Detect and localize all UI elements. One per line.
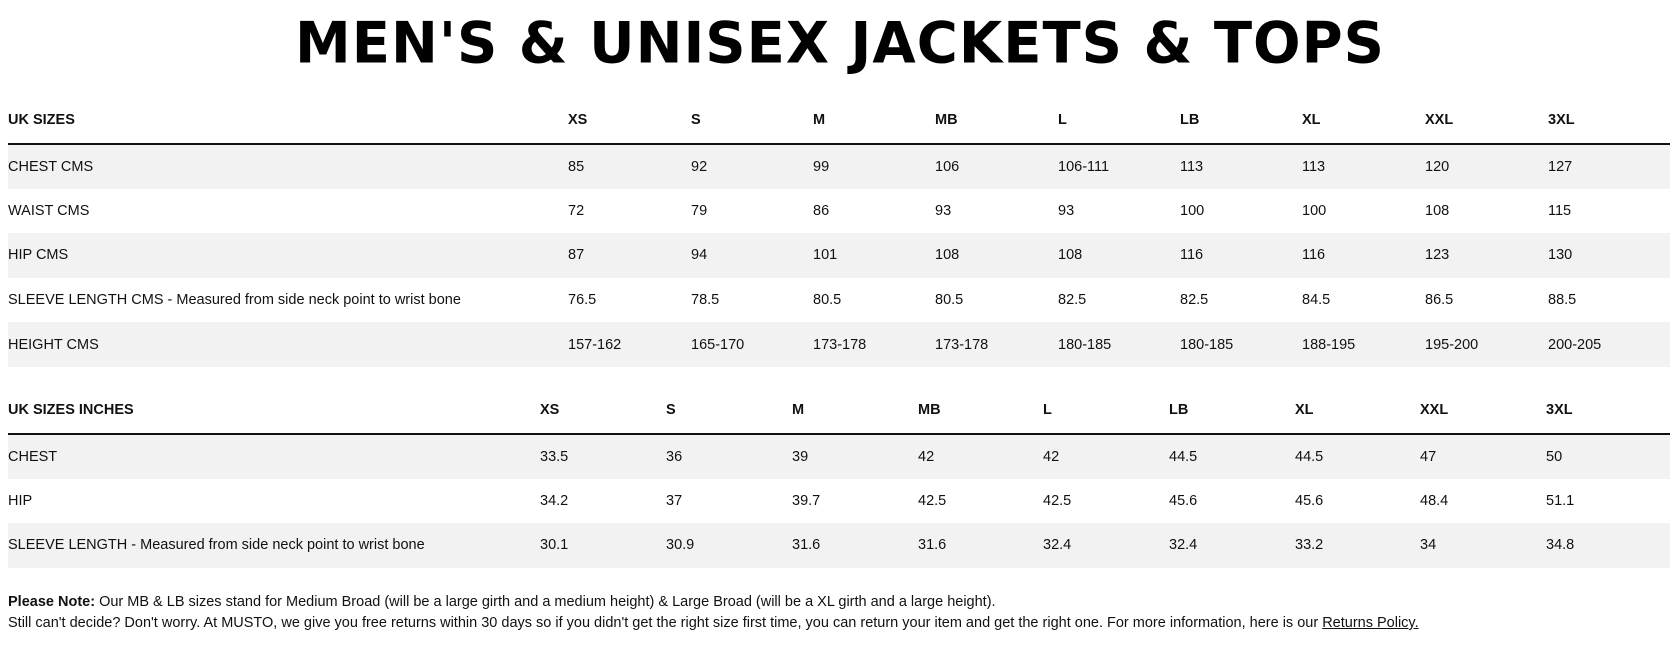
header-size-s: S <box>691 97 813 144</box>
table-cell: 106 <box>935 144 1058 189</box>
header-size-xl: XL <box>1302 97 1425 144</box>
table-cell: 116 <box>1180 233 1302 278</box>
header-size-mb: MB <box>935 97 1058 144</box>
table-row <box>8 479 1670 524</box>
table-cell: 100 <box>1302 202 1327 219</box>
table-cell: 34.2 <box>540 492 569 509</box>
table-cell: 86.5 <box>1425 292 1454 309</box>
table-cell: 127 <box>1548 144 1670 189</box>
table-cell: 78.5 <box>691 292 720 309</box>
table-cell: 92 <box>691 144 813 189</box>
table-cell: 108 <box>1058 233 1180 278</box>
table-cell: 108 <box>935 233 1058 278</box>
table-cell: 123 <box>1425 233 1548 278</box>
table-row <box>8 434 1670 479</box>
table-cell: 106-111 <box>1058 144 1180 189</box>
table-cell: 82.5 <box>1180 292 1209 309</box>
table-cell: 51.1 <box>1546 492 1575 509</box>
table-cell: 180-185 <box>1180 322 1302 367</box>
table-cell: 30.9 <box>666 523 792 568</box>
table-cell: 42.5 <box>918 492 947 509</box>
size-chart-inches <box>8 387 1670 568</box>
header-row <box>8 387 1670 434</box>
table-cell: 42 <box>918 434 1043 479</box>
table-cell: 33.5 <box>540 434 666 479</box>
table-cell: 72 <box>568 202 585 219</box>
table-cell: 173-178 <box>935 322 1058 367</box>
row-label: HEIGHT CMS <box>8 322 568 367</box>
note-label: Please Note: <box>8 594 96 610</box>
table-cell: 33.2 <box>1295 523 1420 568</box>
header-size-xs: XS <box>540 387 666 434</box>
header-label: UK SIZES INCHES <box>8 387 540 434</box>
table-cell: 32.4 <box>1043 523 1169 568</box>
row-label: HIP <box>8 492 33 509</box>
table-cell: 42.5 <box>1043 492 1072 509</box>
table-cell: 120 <box>1425 144 1548 189</box>
table-cell: 157-162 <box>568 322 691 367</box>
row-label: CHEST <box>8 434 540 479</box>
table-row <box>8 189 1670 234</box>
table-cell: 34 <box>1420 523 1546 568</box>
table-cell: 195-200 <box>1425 322 1548 367</box>
table-cell: 79 <box>691 202 708 219</box>
table-cell: 39.7 <box>792 492 821 509</box>
table-cell: 100 <box>1180 202 1205 219</box>
table-cell: 101 <box>813 233 935 278</box>
table-row <box>8 523 1670 568</box>
table-cell: 44.5 <box>1169 434 1295 479</box>
table-cell: 31.6 <box>918 523 1043 568</box>
header-size-lb: LB <box>1180 97 1302 144</box>
table-cell: 36 <box>666 434 792 479</box>
header-size-s: S <box>666 387 792 434</box>
table-cell: 116 <box>1302 233 1425 278</box>
table-cell: 180-185 <box>1058 322 1180 367</box>
please-note <box>8 592 1670 613</box>
table-cell: 86 <box>813 202 830 219</box>
header-size-3xl: 3XL <box>1546 387 1670 434</box>
table-cell: 31.6 <box>792 523 918 568</box>
header-size-m: M <box>792 387 918 434</box>
returns-policy-link[interactable]: Returns Policy. <box>1322 615 1419 631</box>
table-cell: 47 <box>1420 434 1546 479</box>
table-cell: 93 <box>1058 202 1075 219</box>
header-label: UK SIZES <box>8 97 568 144</box>
table-cell: 44.5 <box>1295 434 1420 479</box>
table-cell: 200-205 <box>1548 322 1670 367</box>
table-cell: 130 <box>1548 233 1670 278</box>
note-text: Our MB & LB sizes stand for Medium Broad (will be a large girth and a medium height) & Large Broad (will be a XL girth and a large height). <box>95 594 996 610</box>
table-cell: 30.1 <box>540 523 666 568</box>
table-row <box>8 144 1670 189</box>
table-cell: 50 <box>1546 434 1670 479</box>
table-cell: 173-178 <box>813 322 935 367</box>
table-cell: 93 <box>935 202 952 219</box>
row-label: SLEEVE LENGTH CMS - Measured from side neck point to wrist bone <box>8 292 461 309</box>
header-size-l: L <box>1058 97 1180 144</box>
header-size-xxl: XXL <box>1425 97 1548 144</box>
table-cell: 80.5 <box>935 292 964 309</box>
table-cell: 48.4 <box>1420 492 1449 509</box>
header-size-3xl: 3XL <box>1548 97 1670 144</box>
row-label: SLEEVE LENGTH - Measured from side neck point to wrist bone <box>8 523 540 568</box>
table-row <box>8 278 1670 323</box>
table-cell: 82.5 <box>1058 292 1087 309</box>
table-cell: 45.6 <box>1295 492 1324 509</box>
table-cell: 113 <box>1302 144 1425 189</box>
table-cell: 113 <box>1180 144 1302 189</box>
table-cell: 34.8 <box>1546 523 1670 568</box>
size-chart-cms <box>8 97 1670 367</box>
table-row <box>8 233 1670 278</box>
header-size-mb: MB <box>918 387 1043 434</box>
table-cell: 85 <box>568 144 691 189</box>
header-size-m: M <box>813 97 935 144</box>
table-cell: 42 <box>1043 434 1169 479</box>
table-cell: 80.5 <box>813 292 842 309</box>
returns-note <box>8 613 1670 634</box>
header-size-xl: XL <box>1295 387 1420 434</box>
table-cell: 165-170 <box>691 322 813 367</box>
table-row <box>8 322 1670 367</box>
row-label: WAIST CMS <box>8 202 90 219</box>
table-cell: 108 <box>1425 202 1450 219</box>
header-size-l: L <box>1043 387 1169 434</box>
table-cell: 76.5 <box>568 292 597 309</box>
table-cell: 88.5 <box>1548 292 1577 309</box>
table-cell: 37 <box>666 492 683 509</box>
table-cell: 84.5 <box>1302 292 1331 309</box>
returns-text: Still can't decide? Don't worry. At MUSTO, we give you free returns within 30 days so if you didn't get the right size first time, you can return your item and get the right one. For more information, here is our <box>8 615 1323 631</box>
table-cell: 188-195 <box>1302 322 1425 367</box>
table-cell: 32.4 <box>1169 523 1295 568</box>
header-row <box>8 97 1670 144</box>
header-size-xxl: XXL <box>1420 387 1546 434</box>
table-cell: 115 <box>1548 202 1572 219</box>
header-size-xs: XS <box>568 97 691 144</box>
row-label: CHEST CMS <box>8 144 568 189</box>
header-size-lb: LB <box>1169 387 1295 434</box>
table-cell: 39 <box>792 434 918 479</box>
table-cell: 45.6 <box>1169 492 1198 509</box>
table-cell: 99 <box>813 144 935 189</box>
table-cell: 94 <box>691 233 813 278</box>
row-label: HIP CMS <box>8 233 568 278</box>
page-title: MEN'S & UNISEX JACKETS & TOPS <box>294 10 1386 77</box>
table-cell: 87 <box>568 233 691 278</box>
